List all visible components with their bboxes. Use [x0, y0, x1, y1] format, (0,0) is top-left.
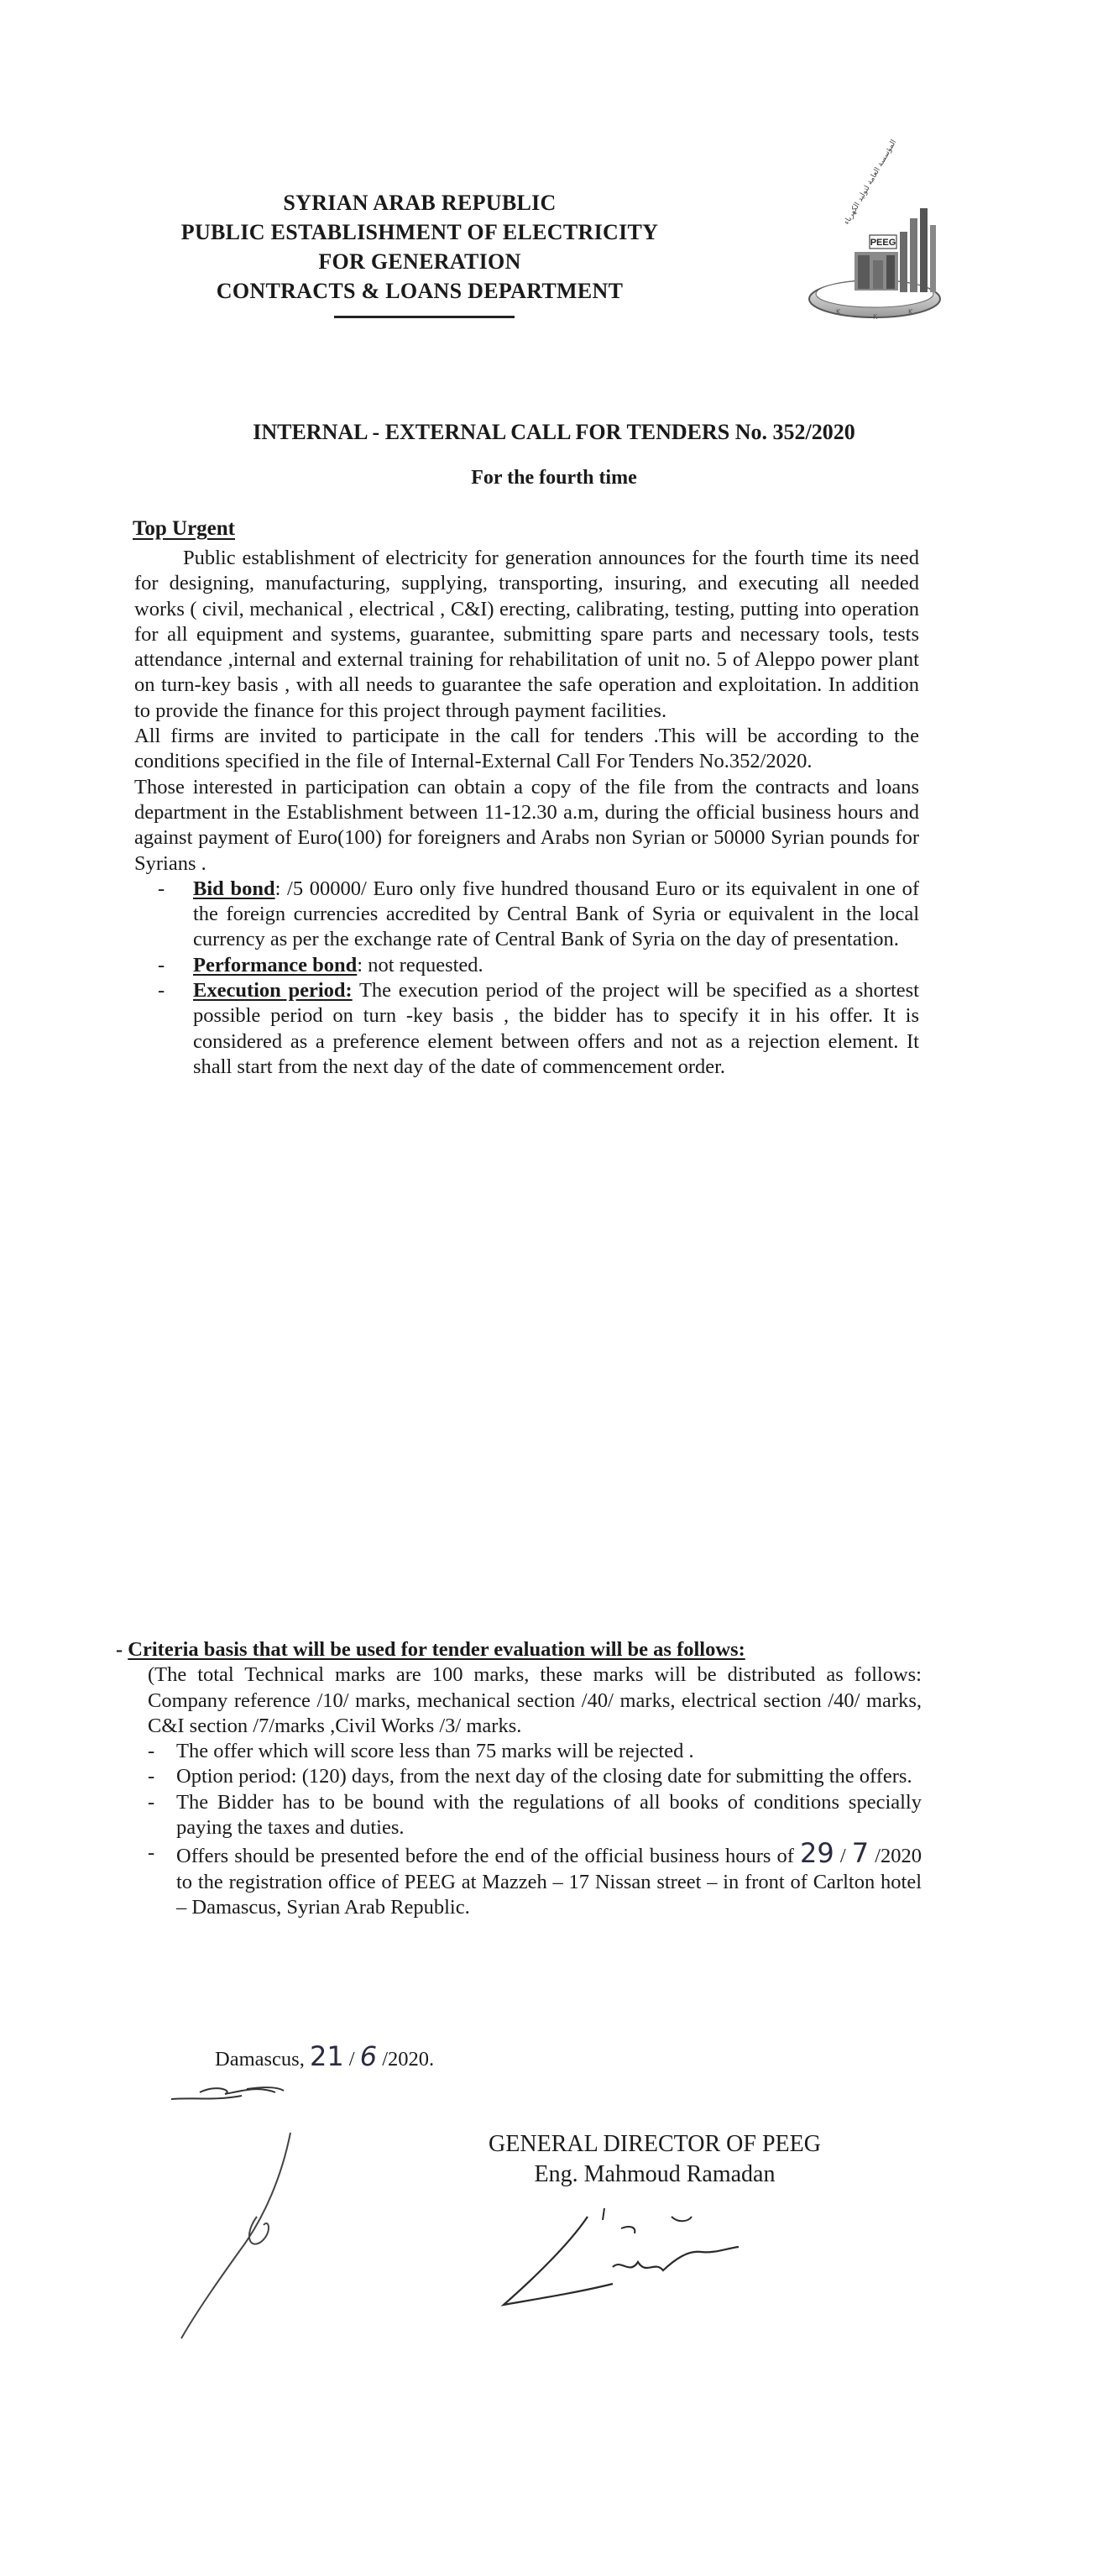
list-item: - The offer which will score less than 75 marks will be rejected .	[148, 1740, 694, 1763]
bid-bond-label: Bid bond	[193, 877, 275, 900]
list-item-bid-bond: - Bid bond: /5 00000/ Euro only five hundred thousand Euro or its equivalent in one of the foreign currencies accredited by Central Bank of Syria or equivalent in the local currency as per the exchange rate of Central Bank of Syria on the day of presentation.	[158, 877, 919, 951]
peeg-logo	[806, 138, 949, 324]
signatory-block	[453, 2129, 856, 2190]
document-title: INTERNAL - EXTERNAL CALL FOR TENDERS No. 352/2020	[253, 420, 855, 444]
performance-bond-text: : not requested.	[357, 953, 483, 976]
handwritten-deadline-day: 29	[800, 1837, 834, 1870]
letterhead-line-establishment: PUBLIC ESTABLISHMENT OF ELECTRICITY	[180, 220, 659, 244]
performance-bond-label: Performance bond	[193, 953, 358, 976]
svg-text:K: K	[836, 308, 841, 316]
list-item-performance-bond: - Performance bond: not requested.	[158, 953, 483, 976]
execution-period-text: The execution period of the project will be specified as a shortest possible period on turn -key basis , the bidder has to specify it in his offer. It is considered as a preference element between offers and not as a rejection element. It shall start from the next day of the date of commencement order.	[193, 979, 919, 1078]
letterhead-underline	[334, 316, 515, 318]
signatory-name: Eng. Mahmoud Ramadan	[534, 2161, 776, 2187]
signatory-title: GENERAL DIRECTOR OF PEEG	[489, 2131, 821, 2157]
letterhead-line-department: CONTRACTS & LOANS DEPARTMENT	[216, 279, 624, 303]
handwritten-deadline-month: 7	[851, 1837, 870, 1870]
urgency-label: Top Urgent	[133, 517, 236, 540]
svg-text:K: K	[873, 313, 878, 321]
initials-scribble	[166, 2074, 292, 2107]
logo-text: PEEG	[870, 238, 896, 248]
criteria-heading: - Criteria basis that will be used for tender evaluation will be as follows:	[116, 1638, 745, 1661]
evaluation-criteria	[116, 1637, 922, 1920]
list-item-submission-deadline: - Offers should be presented before the end of the official business hours of 29 / 7 /2020 to the registration office of PEEG at Mazzeh – 17 Nissan street – in front of Carlton hotel – Damascus, Syrian Arab Republic.	[148, 1837, 922, 1919]
paragraph-scope: Public establishment of electricity for generation announces for the fourth time its need for designing, manufacturing, supplying, transporting, insuring, and executing all needed works ( civil, mechanical , electrical , C&I) erecting, calibrating, testing, putting into operation for all equipment and systems, guarantee, submitting spare parts and necessary tools, tests attendance ,internal and external training for rehabilitation of unit no. 5 of Aleppo power plant on turn-key basis , with all needs to guarantee the safe operation and exploitation. In addition to provide the finance for this project through payment facilities.	[134, 547, 919, 722]
place-and-date: Damascus, 21 / 6 /2020.	[215, 2040, 435, 2072]
list-item-execution-period: - Execution period: The execution period of the project will be specified as a shortest possible period on turn -key basis , the bidder has to specify it in his offer. It is considered as a preference element between offers and not as a rejection element. It shall start from the next day of the date of commencement order.	[158, 979, 919, 1078]
conditions-list	[134, 877, 919, 1080]
handwritten-issue-month: 6	[359, 2040, 378, 2072]
letterhead-line-generation: FOR GENERATION	[318, 249, 521, 274]
handwritten-mark	[165, 2124, 316, 2343]
list-item: - The Bidder has to be bound with the regulations of all books of conditions specially paying the taxes and duties.	[148, 1790, 922, 1840]
document-subtitle: For the fourth time	[471, 467, 637, 489]
execution-period-label: Execution period:	[193, 979, 353, 1003]
paragraph-invitation: All firms are invited to participate in the call for tenders .This will be according to the conditions specified in the file of Internal-External Call For Tenders No.352/2020.	[134, 725, 919, 773]
director-signature	[487, 2200, 755, 2317]
svg-text:K: K	[908, 308, 913, 316]
paragraph-file-copy: Those interested in participation can obtain a copy of the file from the contracts and loans department in the Establishment between 11-12.30 a.m, during the official business hours and against payment of Euro(100) for foreigners and Arabs non Syrian or 50000 Syrian pounds for Syrians .	[134, 775, 919, 875]
criteria-list	[116, 1739, 922, 1920]
criteria-intro: (The total Technical marks are 100 marks, these marks will be distributed as follows: Company reference /10/ marks, mechanical section /40/ marks, electrical section /40/ marks, C&I section /7/marks ,Civil Works /3/ marks.	[148, 1663, 922, 1737]
list-item: - Option period: (120) days, from the next day of the closing date for submitting the offers.	[148, 1765, 912, 1788]
announcement-body	[134, 546, 919, 1080]
letterhead	[126, 188, 713, 306]
letterhead-line-country: SYRIAN ARAB REPUBLIC	[283, 191, 557, 215]
logo-arabic-text: المؤسسة العامة لتوليد الكهرباء	[842, 138, 899, 227]
bid-bond-text: : /5 00000/ Euro only five hundred thousand Euro or its equivalent in one of the foreign currencies accredited by Central Bank of Syria or equivalent in the local currency as per the exchange rate of Central Bank of Syria on the day of presentation.	[193, 877, 919, 951]
handwritten-issue-day: 21	[309, 2040, 344, 2072]
